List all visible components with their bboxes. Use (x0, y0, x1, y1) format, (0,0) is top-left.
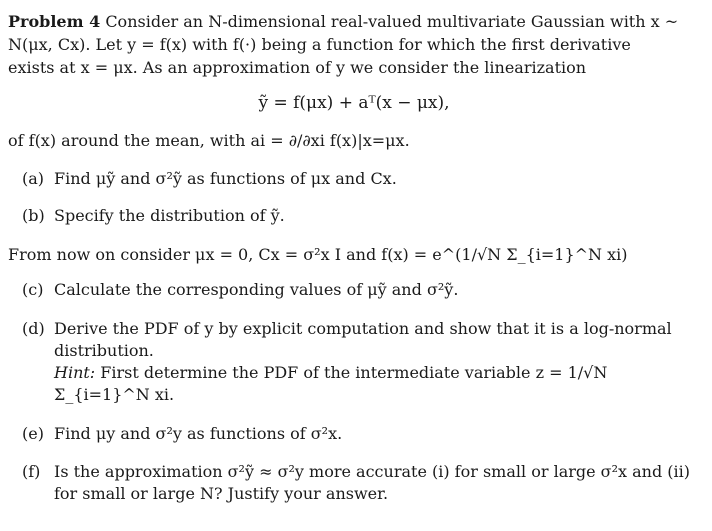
problem-intro (8, 10, 700, 79)
part-b (22, 205, 700, 227)
intro-line-3: exists at x = μx. As an approximation of y we consider the linearization (8, 58, 587, 77)
part-f-body (54, 461, 700, 505)
after-equation-text: of f(x) around the mean, with ai = ∂/∂xi f(x)|x=μx. (8, 131, 410, 150)
part-d (22, 318, 700, 406)
problem-title: Problem 4 (8, 12, 101, 31)
part-c (22, 279, 700, 301)
part-c-label: (c) (22, 280, 44, 299)
part-f-text-line-2: for small or large N? Justify your answer. (54, 484, 389, 503)
part-e-label: (e) (22, 424, 44, 443)
from-now-on-text: From now on consider μx = 0, Cx = σ²x I and f(x) = e^(1/√N Σ_{i=1}^N xi) (8, 245, 628, 264)
part-a (22, 168, 700, 190)
part-d-body (54, 318, 700, 406)
part-a-label: (a) (22, 169, 45, 188)
intro-line-1: Consider an N-dimensional real-valued multivariate Gaussian with x ~ (105, 12, 679, 31)
part-d-text-line-1: Derive the PDF of y by explicit computation and show that it is a log-normal (54, 319, 672, 338)
part-d-hint-text: First determine the PDF of the intermediate variable z = 1/√N Σ_{i=1}^N xi. (54, 363, 608, 404)
part-f-text-line-1: Is the approximation σ²ỹ ≈ σ²y more accurate (i) for small or large σ²x and (ii) (54, 462, 691, 481)
part-d-text-line-2: distribution. (54, 341, 154, 360)
part-e-text: Find μy and σ²y as functions of σ²x. (54, 424, 343, 443)
part-d-hint-label: Hint: (54, 363, 96, 382)
intro-line-2: N(μx, Cx). Let y = f(x) with f(·) being a function for which the first derivative (8, 35, 631, 54)
part-a-text: Find μỹ and σ²ỹ as functions of μx and Cx. (54, 169, 397, 188)
part-f (22, 461, 700, 505)
part-b-label: (b) (22, 206, 45, 225)
part-c-text: Calculate the corresponding values of μỹ and σ²ỹ. (54, 280, 459, 299)
part-f-label: (f) (22, 462, 41, 481)
part-b-text: Specify the distribution of ỹ. (54, 206, 285, 225)
part-e (22, 423, 700, 445)
linearization-equation: ỹ = f(μx) + aᵀ(x − μx), (258, 93, 450, 113)
part-d-label: (d) (22, 319, 45, 338)
